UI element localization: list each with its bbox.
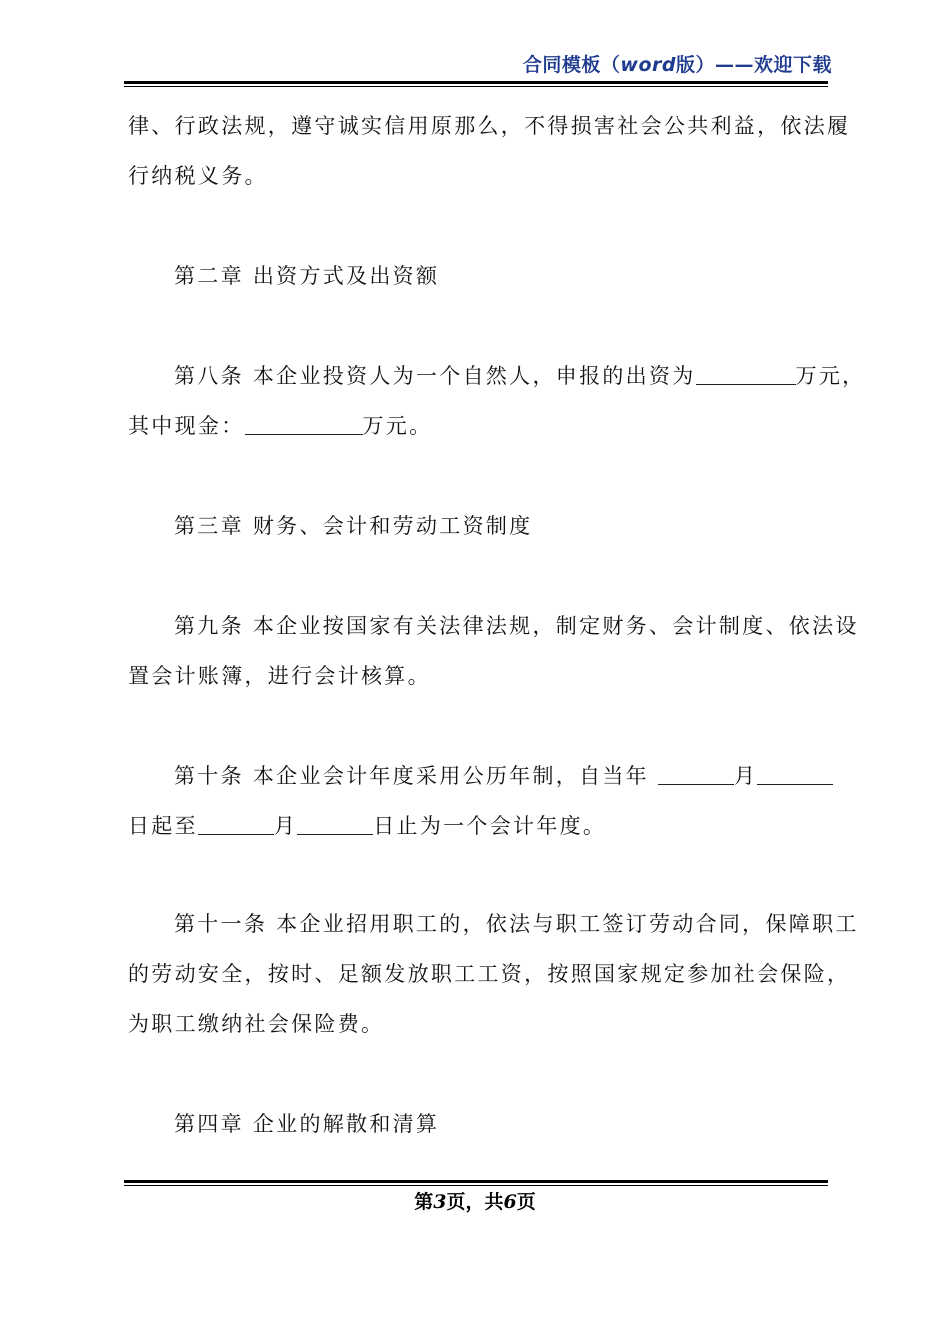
capital-amount-blank bbox=[696, 364, 796, 385]
article-10-line-2: 日起至 月 日止为一个会计年度。 bbox=[128, 814, 607, 838]
cash-amount-blank bbox=[245, 414, 363, 435]
article-11-line-2: 的劳动安全，按时、足额发放职工工资，按照国家规定参加社会保险， bbox=[128, 962, 851, 986]
end-day-blank bbox=[297, 814, 373, 835]
article-11-line-3: 为职工缴纳社会保险费。 bbox=[128, 1012, 385, 1036]
chapter-3-heading: 第三章 财务、会计和劳动工资制度 bbox=[174, 514, 533, 538]
article-11-line-1: 第十一条 本企业招用职工的，依法与职工签订劳动合同，保障职工 bbox=[174, 912, 859, 936]
paragraph-line: 律、行政法规，遵守诚实信用原那么，不得损害社会公共利益，依法履 bbox=[128, 114, 851, 138]
article-9-line-2: 置会计账簿，进行会计核算。 bbox=[128, 664, 431, 688]
start-month-blank bbox=[658, 764, 734, 785]
start-day-blank bbox=[757, 764, 833, 785]
article-9-line-1: 第九条 本企业按国家有关法律法规，制定财务、会计制度、依法设 bbox=[174, 614, 859, 638]
article-8-line-2: 其中现金： 万元。 bbox=[128, 414, 433, 438]
header-rule-thin bbox=[124, 86, 828, 87]
header-rule-thick bbox=[124, 81, 828, 84]
chapter-4-heading: 第四章 企业的解散和清算 bbox=[174, 1112, 440, 1136]
chapter-2-heading: 第二章 出资方式及出资额 bbox=[174, 264, 440, 288]
article-10-line-1: 第十条 本企业会计年度采用公历年制，自当年 月 bbox=[174, 760, 833, 790]
article-8-line-1: 第八条 本企业投资人为一个自然人，申报的出资为 万元， bbox=[174, 364, 866, 388]
footer-rule-thick bbox=[124, 1180, 828, 1183]
footer-rule-thin bbox=[124, 1185, 828, 1186]
page-number: 第3页，共6页 bbox=[414, 1191, 536, 1213]
document-header-title: 合同模板（word版）——欢迎下载 bbox=[522, 54, 832, 76]
paragraph-line: 行纳税义务。 bbox=[128, 164, 268, 188]
end-month-blank bbox=[198, 814, 274, 835]
